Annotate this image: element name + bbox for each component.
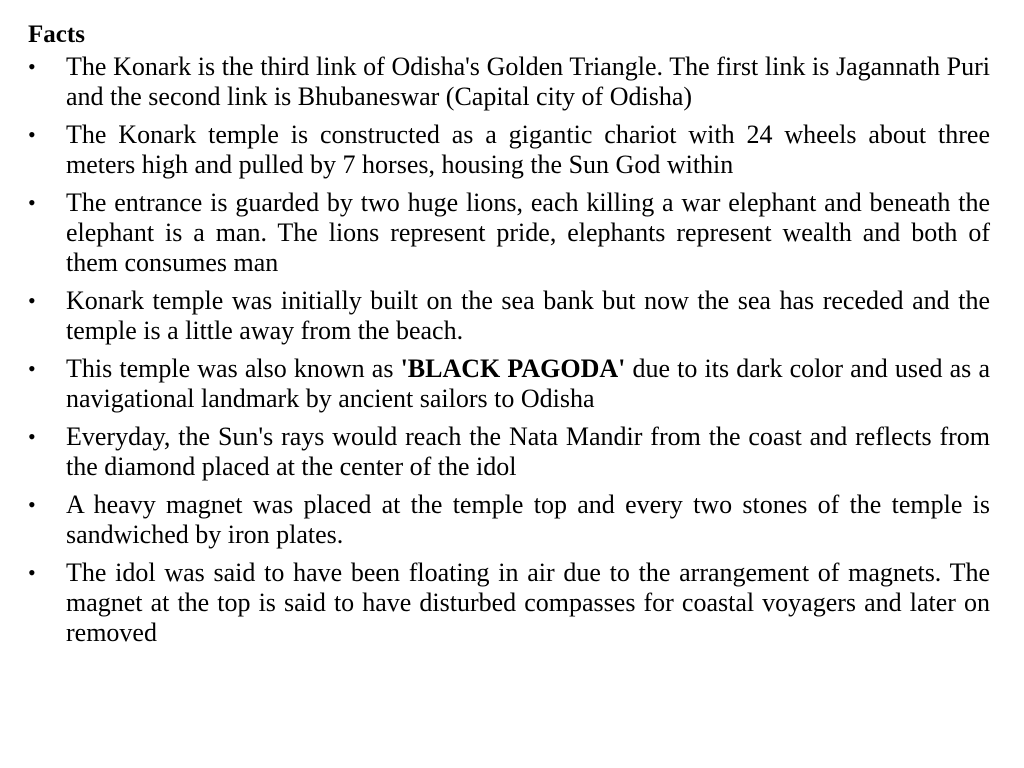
fact-item: [28, 286, 990, 346]
fact-item: [28, 52, 990, 112]
bullet-icon: •: [28, 356, 36, 381]
fact-item: [28, 354, 990, 414]
facts-list: [28, 52, 990, 648]
fact-item: [28, 490, 990, 550]
fact-text-pre: This temple was also known as: [66, 354, 401, 383]
bullet-icon: •: [28, 424, 36, 449]
bullet-icon: •: [28, 54, 36, 79]
fact-text-post: due to its dark color and used as a navigational landmark by ancient sailors to Odisha: [66, 354, 990, 413]
bullet-icon: •: [28, 190, 36, 215]
fact-text: Konark temple was initially built on the sea bank but now the sea has receded and the temple is a little away from the beach.: [66, 286, 990, 345]
fact-item: [28, 120, 990, 180]
bullet-icon: •: [28, 288, 36, 313]
bullet-icon: •: [28, 492, 36, 517]
fact-text: The entrance is guarded by two huge lions, each killing a war elephant and beneath the elephant is a man. The lions represent pride, elephants represent wealth and both of them consumes man: [66, 188, 990, 277]
fact-text: The Konark temple is constructed as a gigantic chariot with 24 wheels about three meters high and pulled by 7 horses, housing the Sun God within: [66, 120, 990, 179]
fact-item: [28, 188, 990, 278]
fact-item: [28, 558, 990, 648]
fact-text: Everyday, the Sun's rays would reach the Nata Mandir from the coast and reflects from the diamond placed at the center of the idol: [66, 422, 990, 481]
fact-text: The Konark is the third link of Odisha's Golden Triangle. The first link is Jagannath Puri and the second link is Bhubaneswar (Capital city of Odisha): [66, 52, 990, 111]
slide-content: [28, 18, 990, 656]
fact-text: A heavy magnet was placed at the temple top and every two stones of the temple is sandwiched by iron plates.: [66, 490, 990, 549]
fact-item: [28, 422, 990, 482]
slide-heading: Facts: [28, 21, 85, 48]
bullet-icon: •: [28, 122, 36, 147]
fact-text: The idol was said to have been floating in air due to the arrangement of magnets. The magnet at the top is said to have disturbed compasses for coastal voyagers and later on removed: [66, 558, 990, 647]
bullet-icon: •: [28, 560, 36, 585]
black-pagoda-term: 'BLACK PAGODA': [400, 354, 626, 383]
